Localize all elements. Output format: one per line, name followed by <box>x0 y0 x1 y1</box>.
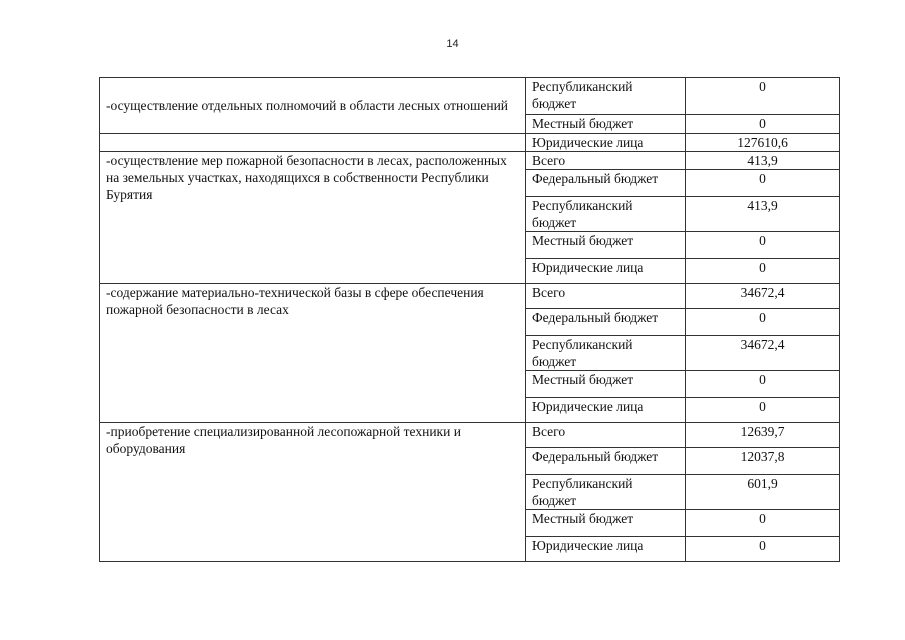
funding-source: Всего <box>526 152 686 170</box>
funding-amount: 12037,8 <box>686 448 840 475</box>
funding-amount: 0 <box>686 510 840 537</box>
funding-source: Федеральный бюджет <box>526 309 686 336</box>
funding-amount: 0 <box>686 309 840 336</box>
funding-amount: 0 <box>686 537 840 562</box>
funding-source: Республиканский бюджет <box>526 475 686 510</box>
funding-amount: 127610,6 <box>686 134 840 152</box>
funding-amount: 0 <box>686 115 840 134</box>
funding-amount: 34672,4 <box>686 336 840 371</box>
table-row <box>100 284 840 309</box>
funding-source: Юридические лица <box>526 259 686 284</box>
activity-description: -осуществление отдельных полномочий в области лесных отношений <box>100 78 526 134</box>
funding-amount: 12639,7 <box>686 423 840 448</box>
funding-source: Юридические лица <box>526 134 686 152</box>
funding-source: Местный бюджет <box>526 510 686 537</box>
activity-description: -приобретение специализированной лесопожарной техники и оборудования <box>100 423 526 562</box>
page-number: 14 <box>446 38 459 50</box>
table-row <box>100 78 840 115</box>
funding-source: Всего <box>526 284 686 309</box>
funding-amount: 0 <box>686 232 840 259</box>
funding-source: Всего <box>526 423 686 448</box>
table-row <box>100 152 840 170</box>
funding-source: Федеральный бюджет <box>526 170 686 197</box>
funding-source: Республиканский бюджет <box>526 336 686 371</box>
funding-amount: 0 <box>686 371 840 398</box>
funding-source: Юридические лица <box>526 537 686 562</box>
funding-amount: 0 <box>686 170 840 197</box>
table-row <box>100 134 840 152</box>
funding-amount: 413,9 <box>686 197 840 232</box>
funding-amount: 601,9 <box>686 475 840 510</box>
funding-source: Федеральный бюджет <box>526 448 686 475</box>
funding-source: Местный бюджет <box>526 371 686 398</box>
funding-amount: 0 <box>686 78 840 115</box>
funding-source: Местный бюджет <box>526 232 686 259</box>
activity-description: -осуществление мер пожарной безопасности в лесах, расположенных на земельных участках, находящихся в собственности Республики Бурятия <box>100 152 526 284</box>
funding-amount: 0 <box>686 398 840 423</box>
table-row <box>100 423 840 448</box>
funding-amount: 413,9 <box>686 152 840 170</box>
funding-source: Республиканский бюджет <box>526 197 686 232</box>
funding-source: Юридические лица <box>526 398 686 423</box>
funding-amount: 0 <box>686 259 840 284</box>
funding-table <box>99 77 840 562</box>
funding-amount: 34672,4 <box>686 284 840 309</box>
empty-cell <box>100 134 526 152</box>
activity-description: -содержание материально-технической базы в сфере обеспечения пожарной безопасности в лесах <box>100 284 526 423</box>
funding-source: Местный бюджет <box>526 115 686 134</box>
funding-source: Республиканский бюджет <box>526 78 686 115</box>
